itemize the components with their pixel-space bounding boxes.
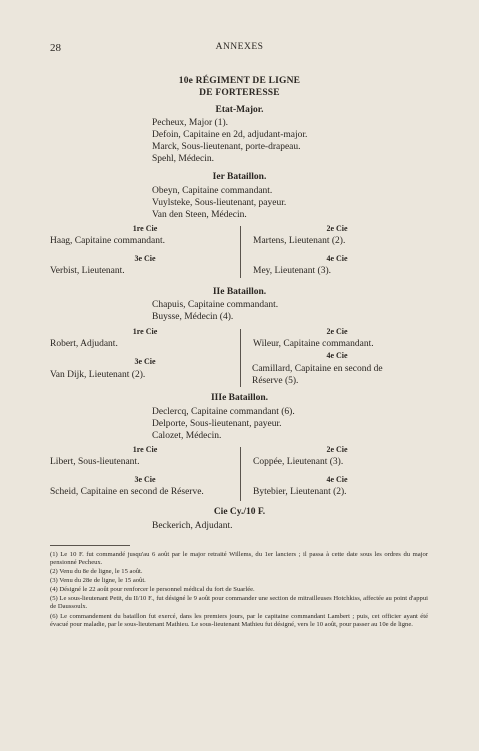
battalion3-line: Delporte, Sous-lieutenant, payeur. xyxy=(152,419,282,429)
cie-officer: Martens, Lieutenant (2). xyxy=(253,236,346,246)
cie-officer: Camillard, Capitaine en second de Réserve (5). xyxy=(252,364,383,386)
etat-major-line: Pecheux, Major (1). xyxy=(152,118,228,128)
cie-label: 1re Cie xyxy=(132,445,158,454)
battalion1-heading: Ier Bataillon. xyxy=(212,172,267,182)
cie-officer: Coppée, Lieutenant (3). xyxy=(253,457,344,467)
footnote: (2) Venu du 8e de ligne, le 15 août. xyxy=(50,568,143,575)
footnote: (5) Le sous-lieutenant Petit, du II/10 F., fut désigné le 9 août pour commander une section de mitrailleuses Hotchkiss, affectée au point d'appui de Daussoulx. xyxy=(50,595,428,611)
cie-label: 2e Cie xyxy=(326,224,348,233)
footnote: (3) Venu du 28e de ligne, le 15 août. xyxy=(50,577,146,584)
battalion2-heading: IIe Bataillon. xyxy=(212,287,267,297)
battalion2-line: Buysse, Médecin (4). xyxy=(152,312,234,322)
cie-officer: Wileur, Capitaine commandant. xyxy=(253,339,374,349)
cie-label: 4e Cie xyxy=(326,254,348,263)
battalion3-heading: IIIe Bataillon. xyxy=(210,393,268,403)
cie-officer: Mey, Lieutenant (3). xyxy=(253,266,331,276)
regiment-title-line1: 10e RÉGIMENT DE LIGNE xyxy=(178,76,301,86)
page-number: 28 xyxy=(50,42,61,54)
etat-major-line: Spehl, Médecin. xyxy=(152,154,215,164)
cie-label: 3e Cie xyxy=(134,475,156,484)
battalion3-line: Calozet, Médecin. xyxy=(152,431,222,441)
cie-label: 2e Cie xyxy=(326,327,348,336)
battalion2-line: Chapuis, Capitaine commandant. xyxy=(152,300,279,310)
footnote: (6) Le commandement du bataillon fut exercé, dans les premiers jours, par le capitaine commandant Lambert ; puis, cet officier ayant été évacué pour maladie, par le sous-lieutenant Mathieu. Le sous-lieutenant Mathieu fut désigné, vers le 10 août, pour passer au 10e de ligne. xyxy=(50,613,428,629)
regiment-title-line2: DE FORTERESSE xyxy=(199,88,280,98)
cie-label: 2e Cie xyxy=(326,445,348,454)
cie-cy-heading: Cie Cy./10 F. xyxy=(213,507,266,517)
running-head: ANNEXES xyxy=(215,42,264,52)
column-divider xyxy=(240,447,241,501)
footnote: (4) Désigné le 22 août pour renforcer le personnel médical du fort de Suarlée. xyxy=(50,586,255,593)
cie-officer: Van Dijk, Lieutenant (2). xyxy=(50,370,146,380)
cie-label: 1re Cie xyxy=(132,327,158,336)
etat-major-line: Defoin, Capitaine en 2d, adjudant-major. xyxy=(152,130,308,140)
battalion3-line: Declercq, Capitaine commandant (6). xyxy=(152,407,295,417)
etat-major-heading: Etat-Major. xyxy=(215,105,264,115)
battalion1-line: Van den Steen, Médecin. xyxy=(152,210,247,220)
cie-label: 4e Cie xyxy=(326,351,348,360)
battalion1-line: Vuylsteke, Sous-lieutenant, payeur. xyxy=(152,198,287,208)
cie-officer: Verbist, Lieutenant. xyxy=(50,266,125,276)
cie-cy-line: Beckerich, Adjudant. xyxy=(152,521,233,531)
footnote-rule xyxy=(50,545,130,546)
cie-officer: Robert, Adjudant. xyxy=(50,339,118,349)
battalion1-line: Obeyn, Capitaine commandant. xyxy=(152,186,273,196)
cie-officer: Libert, Sous-lieutenant. xyxy=(50,457,140,467)
cie-officer: Haag, Capitaine commandant. xyxy=(50,236,166,246)
cie-label: 3e Cie xyxy=(134,357,156,366)
cie-officer: Scheid, Capitaine en second de Réserve. xyxy=(50,487,204,497)
column-divider xyxy=(240,226,241,278)
footnote: (1) Le 10 F. fut commandé jusqu'au 6 août par le major retraité Willems, du 1er lanciers ; il passa à cette date sous les ordres du major pensionné Pecheux. xyxy=(50,551,428,567)
cie-label: 1re Cie xyxy=(132,224,158,233)
column-divider xyxy=(240,329,241,387)
cie-label: 3e Cie xyxy=(134,254,156,263)
cie-label: 4e Cie xyxy=(326,475,348,484)
cie-officer: Bytebier, Lieutenant (2). xyxy=(253,487,347,497)
etat-major-line: Marck, Sous-lieutenant, porte-drapeau. xyxy=(152,142,301,152)
